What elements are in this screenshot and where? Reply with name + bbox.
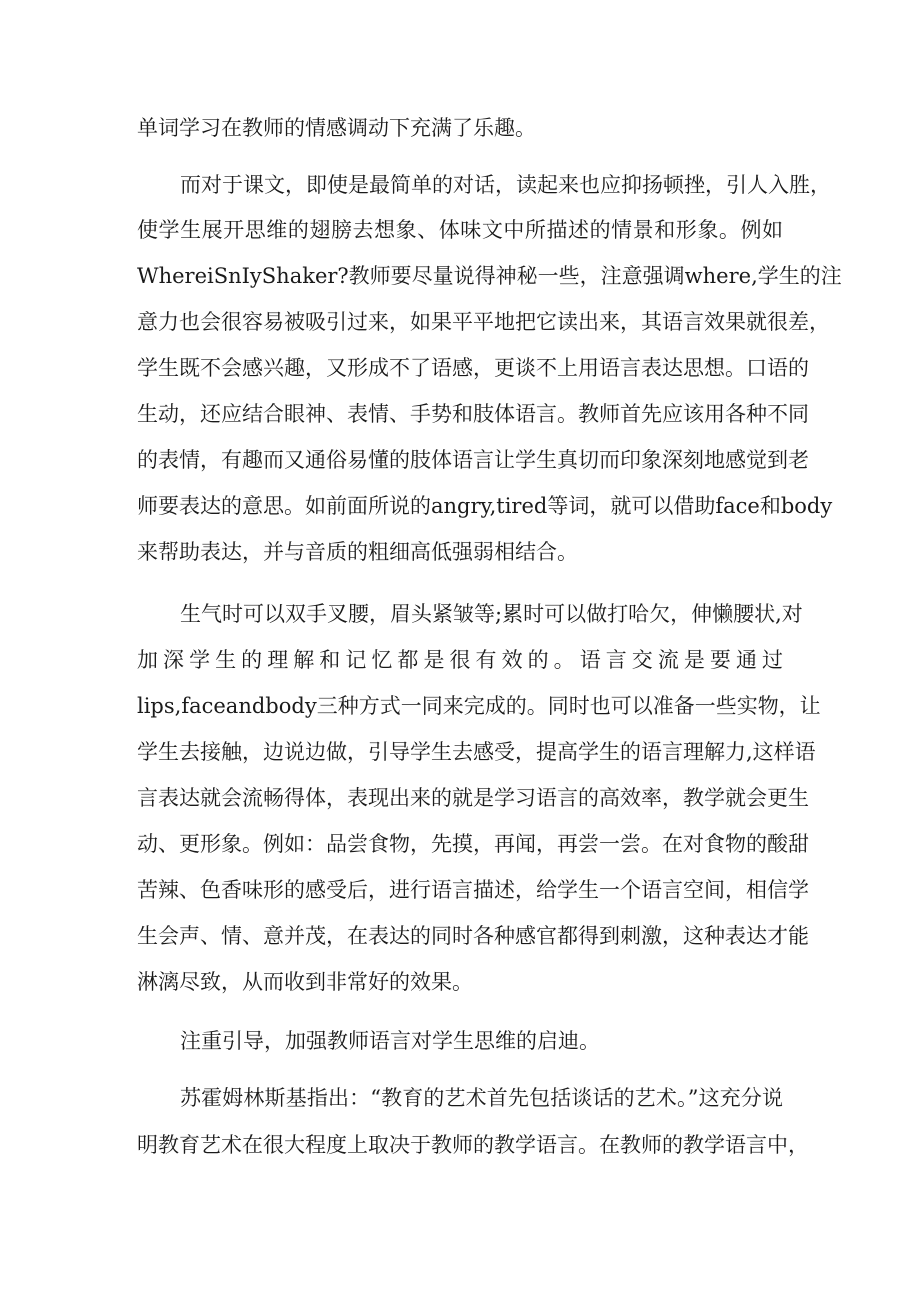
text-line: 言表达就会流畅得体，表现出来的就是学习语言的高效率，教学就会更生 [137,786,809,810]
text-line: 淋漓尽致，从而收到非常好的效果。 [137,970,473,994]
text-line: 明教育艺术在很大程度上取决于教师的教学语言。在教师的教学语言中， [137,1133,809,1157]
text-line: 学生去接触，边说边做，引导学生去感受，提高学生的语言理解力,这样语 [137,740,816,764]
paragraph-start-line: 苏霍姆林斯基指出：“教育的艺术首先包括谈话的艺术。”这充分说 [180,1086,783,1110]
text-line: 师要表达的意思。如前面所说的angry,tired等词，就可以借助face和body [137,494,833,518]
text-line: 意力也会很容易被吸引过来，如果平平地把它读出来，其语言效果就很差， [137,310,830,334]
text-line: 加深学生的理解和记忆都是很有效的。语言交流是要通过 [137,648,783,672]
text-line: 生会声、情、意并茂，在表达的同时各种感官都得到刺激，这种表达才能 [137,924,809,948]
paragraph-start-line: 生气时可以双手叉腰，眉头紧皱等;累时可以做打哈欠，伸懒腰状,对 [180,602,803,626]
text-line: 单词学习在教师的情感调动下充满了乐趣。 [137,116,536,140]
text-line: 使学生展开思维的翅膀去想象、体味文中所描述的情景和形象。例如 [137,218,783,242]
text-line: 学生既不会感兴趣，又形成不了语感，更谈不上用语言表达思想。口语的 [137,356,809,380]
text-line: 的表情，有趣而又通俗易懂的肢体语言让学生真切而印象深刻地感觉到老 [137,448,809,472]
paragraph-start-line: 注重引导，加强教师语言对学生思维的启迪。 [180,1029,600,1053]
text-line: lips,faceandbody三种方式一同来完成的。同时也可以准备一些实物，让 [137,694,821,718]
text-line: 来帮助表达，并与音质的粗细高低强弱相结合。 [137,540,578,564]
text-line: 动、更形象。例如：品尝食物，先摸，再闻，再尝一尝。在对食物的酸甜 [137,832,809,856]
text-line: 生动，还应结合眼神、表情、手势和肢体语言。教师首先应该用各种不同 [137,402,809,426]
paragraph-start-line: 而对于课文，即使是最简单的对话，读起来也应抑扬顿挫，引人入胜， [180,173,831,197]
text-line: 苦辣、色香味形的感受后，进行语言描述，给学生一个语言空间，相信学 [137,878,809,902]
text-line: WhereiSnIyShaker?教师要尽量说得神秘一些，注意强调where,学生的注 [137,264,842,288]
